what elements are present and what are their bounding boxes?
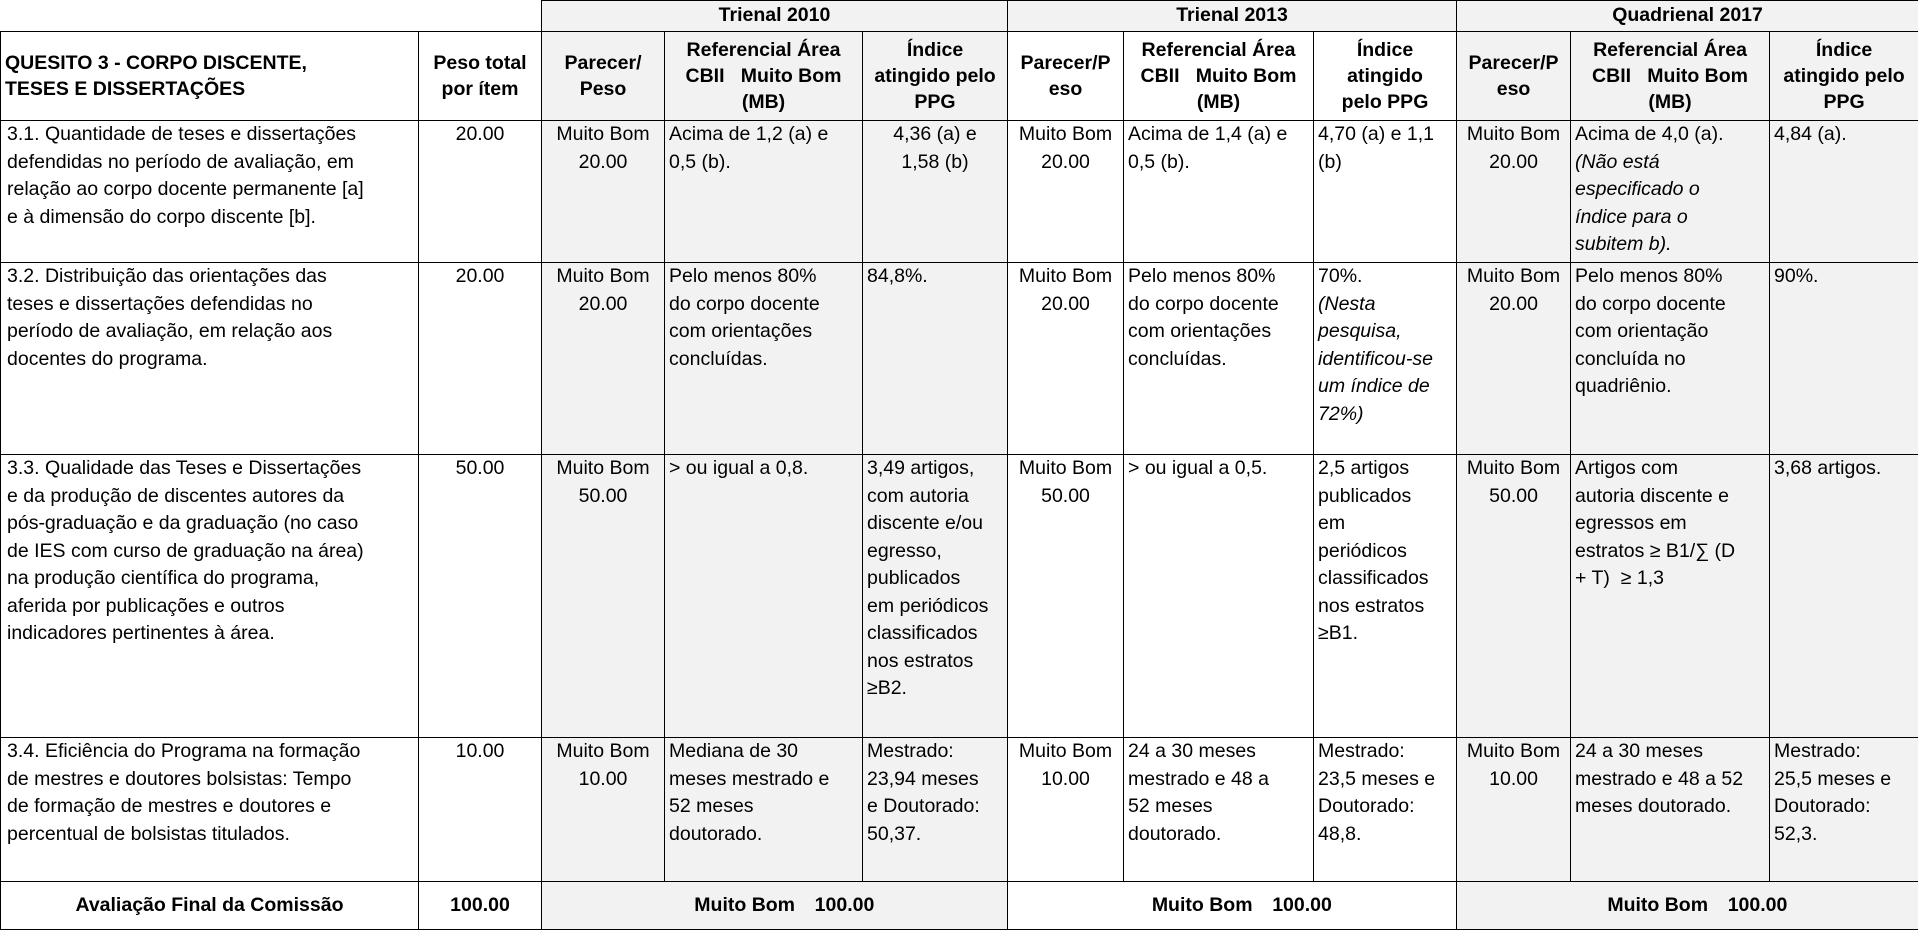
group-trienal-2010: Trienal 2010	[542, 1, 1008, 32]
indice-2013-cell: 4,70 (a) e 1,1 (b)	[1314, 121, 1457, 263]
referencial-2017-text: Acima de 4,0 (a).	[1575, 123, 1724, 145]
parecer-2013-cell: Muito Bom 10.00	[1008, 738, 1124, 882]
table-row-3-1	[1, 121, 1918, 263]
total-score-2013: 100.00	[1272, 893, 1332, 916]
group-header-row	[1, 1, 1918, 32]
referencial-header-2017: Referencial Área CBII Muito Bom (MB)	[1571, 32, 1770, 121]
parecer-2010-cell: Muito Bom 10.00	[542, 738, 665, 882]
indice-2010-cell: Mestrado: 23,94 meses e Doutorado: 50,37.	[863, 738, 1008, 882]
criterion-cell: 3.4. Eficiência do Programa na formação de mestres e doutores bolsistas: Tempo de formação de mestres e doutores e percentual de bolsistas titulados.	[1, 738, 419, 882]
indice-2013-cell	[1314, 263, 1457, 455]
quesito-title: QUESITO 3 - CORPO DISCENTE, TESES E DISSERTAÇÕES	[1, 32, 419, 121]
total-label: Avaliação Final da Comissão	[1, 882, 419, 930]
referencial-2017-note: (Não está especificado o índice para o subitem b).	[1575, 150, 1700, 255]
indice-2010-cell: 84,8%.	[863, 263, 1008, 455]
referencial-2010-cell: Mediana de 30 meses mestrado e 52 meses doutorado.	[665, 738, 863, 882]
indice-header-2010: Índice atingido pelo PPG	[863, 32, 1008, 121]
indice-2010-cell: 4,36 (a) e 1,58 (b)	[863, 121, 1008, 263]
indice-2013-cell: Mestrado: 23,5 meses e Doutorado: 48,8.	[1314, 738, 1457, 882]
parecer-2017-cell: Muito Bom 10.00	[1457, 738, 1571, 882]
parecer-header-2010: Parecer/ Peso	[542, 32, 665, 121]
criterion-cell: 3.3. Qualidade das Teses e Dissertações e da produção de discentes autores da pós-graduação e da graduação (no caso de IES com curso de graduação na área) na produção científica do programa, aferida por publicações e outros indicadores pertinentes à área.	[1, 455, 419, 738]
parecer-2013-cell: Muito Bom 20.00	[1008, 121, 1124, 263]
referencial-2013-cell: Pelo menos 80% do corpo docente com orientações concluídas.	[1124, 263, 1314, 455]
parecer-header-2017: Parecer/P eso	[1457, 32, 1571, 121]
referencial-2010-cell: Acima de 1,2 (a) e 0,5 (b).	[665, 121, 863, 263]
total-concept-2017: Muito Bom	[1607, 893, 1709, 916]
indice-2013-cell: 2,5 artigos publicados em periódicos classificados nos estratos ≥B1.	[1314, 455, 1457, 738]
referencial-2010-cell: > ou igual a 0,8.	[665, 455, 863, 738]
criterion-cell: 3.1. Quantidade de teses e dissertações defendidas no período de avaliação, em relação ao corpo docente permanente [a] e à dimensão do corpo discente [b].	[1, 121, 419, 263]
weight-cell: 20.00	[419, 263, 542, 455]
weight-cell: 20.00	[419, 121, 542, 263]
parecer-2010-cell: Muito Bom 20.00	[542, 263, 665, 455]
parecer-2017-cell: Muito Bom 20.00	[1457, 121, 1571, 263]
referencial-2010-cell: Pelo menos 80% do corpo docente com orientações concluídas.	[665, 263, 863, 455]
peso-header: Peso total por ítem	[419, 32, 542, 121]
total-score-2010: 100.00	[814, 893, 875, 916]
referencial-2017-cell: 24 a 30 meses mestrado e 48 a 52 meses doutorado.	[1571, 738, 1770, 882]
group-quadrienal-2017: Quadrienal 2017	[1457, 1, 1918, 32]
total-2017	[1457, 882, 1918, 930]
indice-2013-note: (Nesta pesquisa, identificou-se um índice de 72%)	[1318, 292, 1433, 425]
indice-2013-text: 70%.	[1318, 265, 1363, 287]
indice-header-2017: Índice atingido pelo PPG	[1770, 32, 1918, 121]
total-concept-2013: Muito Bom	[1151, 893, 1253, 916]
parecer-2013-cell: Muito Bom 50.00	[1008, 455, 1124, 738]
indice-2017-cell: Mestrado: 25,5 meses e Doutorado: 52,3.	[1770, 738, 1918, 882]
criterion-cell: 3.2. Distribuição das orientações das teses e dissertações defendidas no período de avaliação, em relação aos docentes do programa.	[1, 263, 419, 455]
referencial-header-2010: Referencial Área CBII Muito Bom (MB)	[665, 32, 863, 121]
indice-2010-cell: 3,49 artigos, com autoria discente e/ou egresso, publicados em periódicos classificados nos estratos ≥B2.	[863, 455, 1008, 738]
referencial-2017-cell: Artigos com autoria discente e egressos em estratos ≥ B1/∑ (D + T) ≥ 1,3	[1571, 455, 1770, 738]
parecer-2013-cell: Muito Bom 20.00	[1008, 263, 1124, 455]
parecer-2017-cell: Muito Bom 50.00	[1457, 455, 1571, 738]
blank-corner	[1, 1, 542, 32]
total-concept-2010: Muito Bom	[694, 893, 796, 916]
weight-cell: 10.00	[419, 738, 542, 882]
referencial-2013-cell: > ou igual a 0,5.	[1124, 455, 1314, 738]
parecer-header-2013: Parecer/P eso	[1008, 32, 1124, 121]
parecer-2017-cell: Muito Bom 20.00	[1457, 263, 1571, 455]
referencial-2013-cell: 24 a 30 meses mestrado e 48 a 52 meses doutorado.	[1124, 738, 1314, 882]
total-score-2017: 100.00	[1727, 893, 1788, 916]
parecer-2010-cell: Muito Bom 50.00	[542, 455, 665, 738]
group-trienal-2013: Trienal 2013	[1008, 1, 1457, 32]
referencial-header-2013: Referencial Área CBII Muito Bom (MB)	[1124, 32, 1314, 121]
parecer-2010-cell: Muito Bom 20.00	[542, 121, 665, 263]
indice-2017-cell: 4,84 (a).	[1770, 121, 1918, 263]
total-weight: 100.00	[419, 882, 542, 930]
table-row-3-2	[1, 263, 1918, 455]
referencial-2017-cell: Pelo menos 80% do corpo docente com orientação concluída no quadriênio.	[1571, 263, 1770, 455]
indice-header-2013: Índice atingido pelo PPG	[1314, 32, 1457, 121]
table-row-3-3	[1, 455, 1918, 738]
referencial-2013-cell: Acima de 1,4 (a) e 0,5 (b).	[1124, 121, 1314, 263]
referencial-2017-cell	[1571, 121, 1770, 263]
weight-cell: 50.00	[419, 455, 542, 738]
total-2010	[542, 882, 1008, 930]
indice-2017-cell: 3,68 artigos.	[1770, 455, 1918, 738]
table-row-3-4	[1, 738, 1918, 882]
column-header-row	[1, 32, 1918, 121]
indice-2017-cell: 90%.	[1770, 263, 1918, 455]
total-2013	[1008, 882, 1457, 930]
total-row	[1, 882, 1918, 930]
